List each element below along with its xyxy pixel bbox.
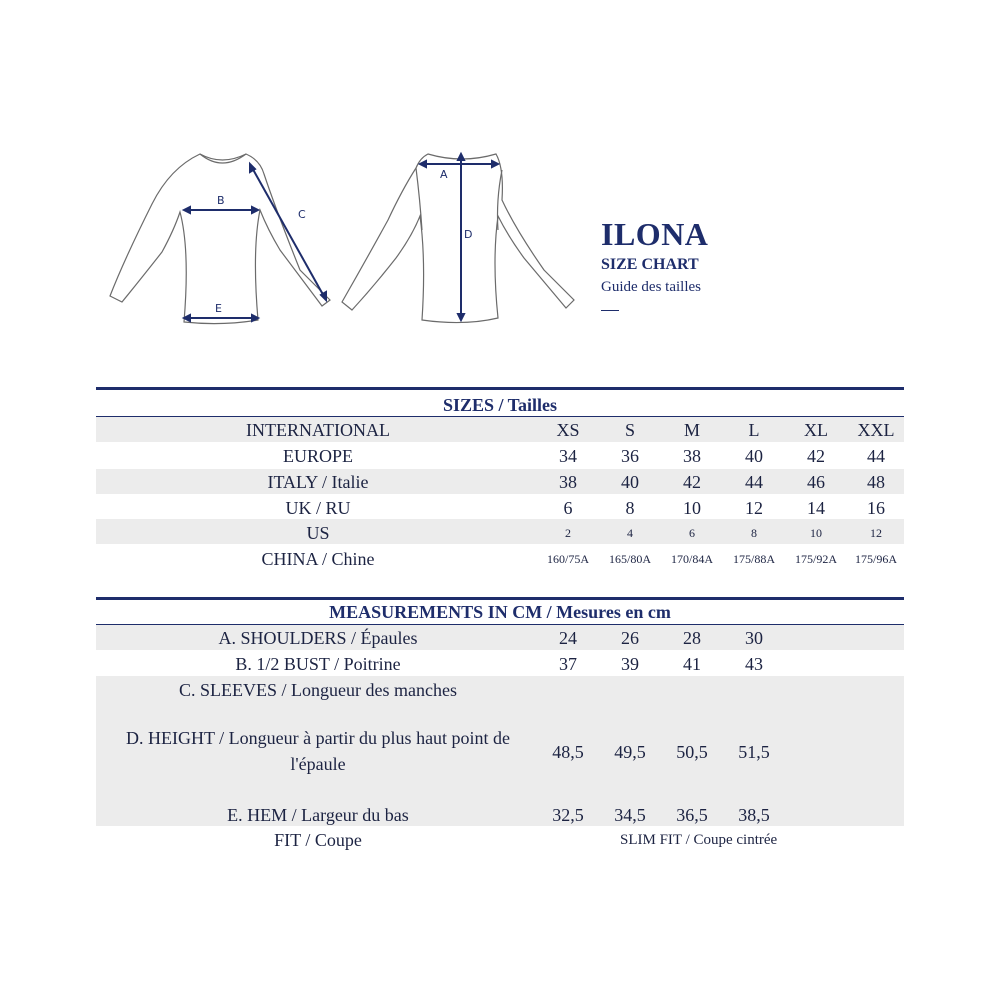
sizes-cell: 165/80A [609, 552, 651, 566]
measurement-cell: 49,5 [614, 742, 646, 762]
sizes-cell: XL [804, 420, 828, 440]
measurement-cell: 34,5 [614, 805, 646, 825]
sizes-row [96, 443, 904, 469]
sizes-row-label: ITALY / Italie [267, 472, 369, 492]
measurement-cell: 32,5 [552, 805, 584, 825]
measurement-cell: 43 [745, 654, 763, 674]
sizes-cell: 40 [745, 446, 763, 466]
sizes-row [96, 520, 904, 546]
sizes-cell: 12 [870, 526, 882, 540]
sizes-cell: 4 [627, 526, 633, 540]
sizes-cell: 8 [751, 526, 757, 540]
measurement-cell: 30 [745, 628, 763, 648]
measurement-cell: 41 [683, 654, 701, 674]
sizes-cell: XS [556, 420, 580, 440]
sizes-cell: 6 [689, 526, 695, 540]
diagram-label-b: B [217, 194, 225, 207]
sizes-cell: 42 [683, 472, 701, 492]
sizes-row [96, 417, 904, 443]
title-dash [601, 310, 619, 311]
measurement-row-label: C. SLEEVES / Longueur des manches [179, 680, 457, 700]
sizes-cell: 10 [683, 498, 701, 518]
sizes-row-label: UK / RU [285, 498, 351, 518]
sizes-cell: 10 [810, 526, 822, 540]
sizes-cell: M [683, 420, 700, 440]
sizes-row [96, 469, 904, 495]
sizes-cell: 48 [867, 472, 885, 492]
diagram-label-e: E [215, 302, 222, 315]
sizes-cell: XXL [857, 420, 895, 440]
sizes-cell: 170/84A [671, 552, 713, 566]
sizes-cell: 16 [867, 498, 885, 518]
title-block [601, 214, 708, 311]
measurements-table-title: MEASUREMENTS IN CM / Mesures en cm [329, 602, 671, 622]
sizes-cell: 8 [625, 498, 635, 518]
size-chart-subtitle-fr: Guide des tailles [601, 279, 701, 295]
sizes-cell: 40 [621, 472, 639, 492]
sizes-cell: 160/75A [547, 552, 589, 566]
front-garment-diagram [100, 140, 340, 340]
measurement-cell: 36,5 [676, 805, 708, 825]
sizes-cell: 175/88A [733, 552, 775, 566]
sizes-row-label: US [306, 523, 330, 543]
sizes-cell: S [624, 420, 635, 440]
fit-row [96, 827, 904, 853]
brand-title: ILONA [601, 216, 709, 252]
measurement-cell: 24 [559, 628, 577, 648]
measurement-cell: 39 [621, 654, 639, 674]
sizes-top-rule [96, 387, 904, 390]
sizes-row [96, 546, 904, 572]
sizes-row-label: INTERNATIONAL [246, 420, 390, 440]
sizes-cell: 12 [745, 498, 763, 518]
sizes-cell: L [748, 420, 760, 440]
sizes-cell: 175/92A [795, 552, 837, 566]
measurement-cell: 51,5 [738, 742, 770, 762]
measurement-row-label: B. 1/2 BUST / Poitrine [235, 654, 401, 674]
diagram-label-d: D [464, 228, 473, 241]
measurement-row-label: E. HEM / Largeur du bas [227, 805, 409, 825]
sizes-row-label: CHINA / Chine [261, 549, 375, 569]
size-chart-subtitle: SIZE CHART [601, 256, 699, 273]
measurement-cell: 48,5 [552, 742, 584, 762]
fit-value: SLIM FIT / Coupe cintrée [620, 832, 778, 848]
measurement-cell: 50,5 [676, 742, 708, 762]
measurement-cell: 38,5 [738, 805, 770, 825]
sizes-cell: 44 [745, 472, 763, 492]
sizes-cell: 38 [683, 446, 701, 466]
sizes-cell: 6 [563, 498, 573, 518]
sizes-cell: 42 [807, 446, 825, 466]
diagram-label-a: A [440, 168, 448, 181]
measurement-row-label: A. SHOULDERS / Épaules [218, 628, 418, 648]
sizes-cell: 14 [807, 498, 825, 518]
measurement-row-label: D. HEIGHT / Longueur à partir du plus haut point de l'épaule [125, 728, 511, 774]
sizes-cell: 175/96A [855, 552, 897, 566]
sizes-cell: 38 [559, 472, 577, 492]
sizes-row-label: EUROPE [282, 446, 353, 466]
diagram-label-c: C [298, 208, 306, 221]
sizes-cell: 34 [559, 446, 577, 466]
back-garment-diagram [336, 140, 586, 340]
sizes-cell: 36 [621, 446, 639, 466]
measurement-cell: 26 [621, 628, 639, 648]
measurement-cell: 28 [683, 628, 701, 648]
sizes-table-title: SIZES / Tailles [442, 395, 558, 415]
sizes-cell: 46 [807, 472, 825, 492]
sizes-cell: 2 [565, 526, 571, 540]
sizes-row [96, 495, 904, 521]
fit-label: FIT / Coupe [274, 830, 362, 850]
sizes-cell: 44 [867, 446, 885, 466]
measurement-cell: 37 [559, 654, 577, 674]
